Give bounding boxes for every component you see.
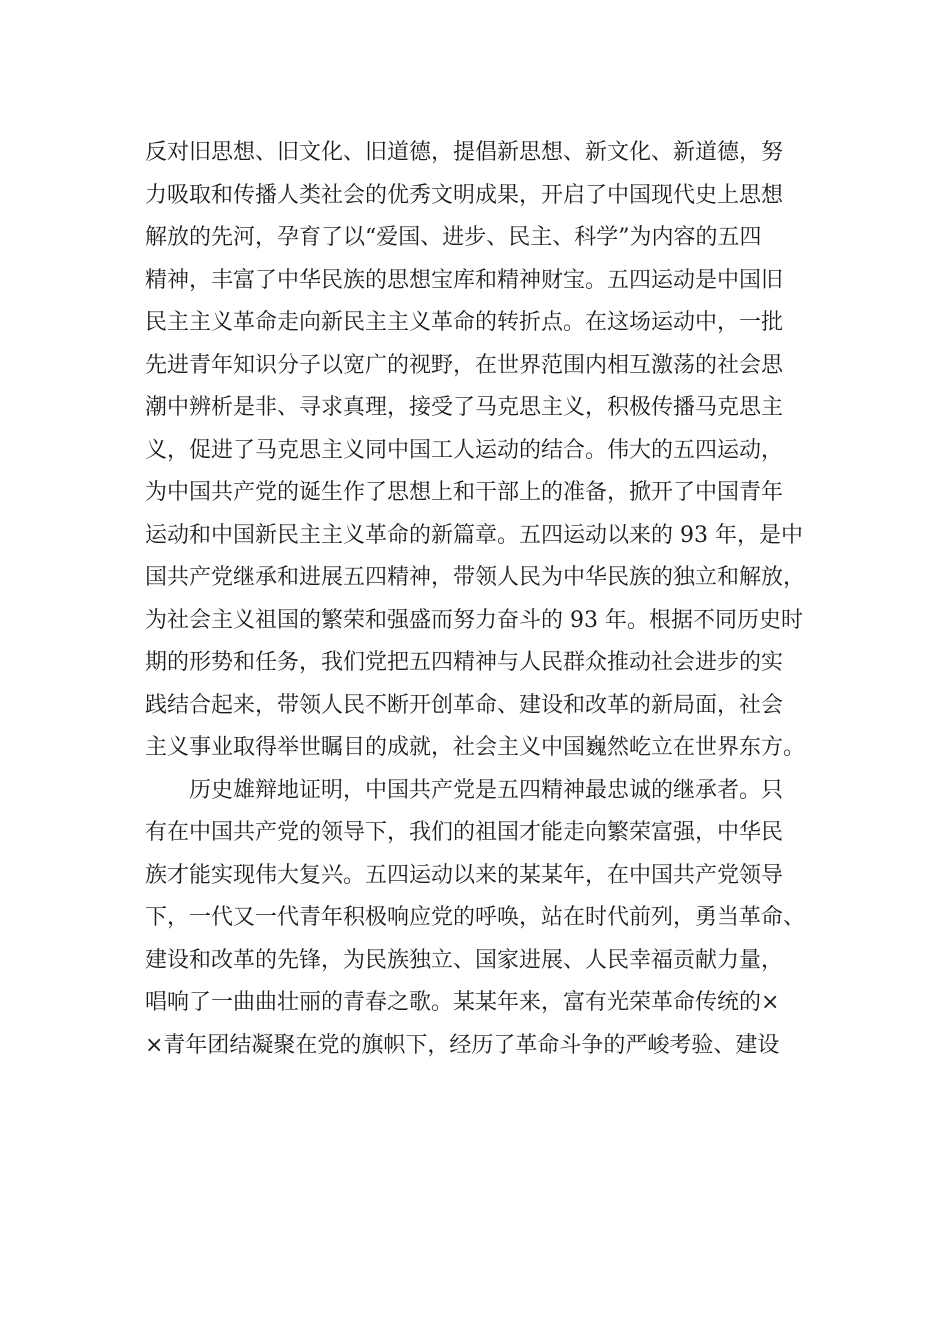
text-line: 建设和改革的先锋，为民族独立、国家进展、人民幸福贡献力量， bbox=[145, 947, 784, 973]
text-line: 为中国共产党的诞生作了思想上和干部上的准备，掀开了中国青年 bbox=[145, 480, 784, 505]
text-line: 运动和中国新民主主义革命的新篇章。五四运动以来的 93 年，是中 bbox=[145, 522, 803, 548]
text-line: 国共产党继承和进展五四精神，带领人民为中华民族的独立和解放， bbox=[145, 565, 806, 590]
text-line: 主义事业取得举世瞩目的成就，社会主义中国巍然屹立在世界东方。 bbox=[145, 735, 806, 760]
text-line: 民主主义革命走向新民主主义革命的转折点。在这场运动中，一批 bbox=[145, 310, 784, 335]
paragraph-2 bbox=[145, 770, 835, 1068]
text-line: 精神，丰富了中华民族的思想宝库和精神财宝。五四运动是中国旧 bbox=[145, 267, 784, 293]
text-line: 反对旧思想、旧文化、旧道德，提倡新思想、新文化、新道德，努 bbox=[145, 140, 784, 165]
text-line: 族才能实现伟大复兴。五四运动以来的某某年，在中国共产党领导 bbox=[145, 862, 784, 888]
text-line: 潮中辨析是非、寻求真理，接受了马克思主义，积极传播马克思主 bbox=[145, 395, 784, 420]
text-line: 下，一代又一代青年积极响应党的呼唤，站在时代前列，勇当革命、 bbox=[145, 905, 806, 930]
text-line: 期的形势和任务，我们党把五四精神与人民群众推动社会进步的实 bbox=[145, 650, 784, 675]
text-line: 唱响了一曲曲壮丽的青春之歌。某某年来，富有光荣革命传统的× bbox=[145, 990, 780, 1015]
text-line: 践结合起来，带领人民不断开创革命、建设和改革的新局面，社会 bbox=[145, 692, 784, 718]
body-text bbox=[145, 132, 835, 1067]
text-line: 先进青年知识分子以宽广的视野，在世界范围内相互激荡的社会思 bbox=[145, 352, 784, 378]
text-line: 历史雄辩地证明，中国共产党是五四精神最忠诚的继承者。只 bbox=[189, 777, 784, 803]
text-line: 有在中国共产党的领导下，我们的祖国才能走向繁荣富强，中华民 bbox=[145, 820, 784, 845]
text-line: 义，促进了马克思主义同中国工人运动的结合。伟大的五四运动， bbox=[145, 437, 784, 463]
paragraph-1 bbox=[145, 132, 835, 770]
text-line: 解放的先河，孕育了以“爱国、进步、民主、科学”为内容的五四 bbox=[145, 225, 762, 250]
text-line: ×青年团结凝聚在党的旗帜下，经历了革命斗争的严峻考验、建设 bbox=[145, 1032, 780, 1058]
text-line: 力吸取和传播人类社会的优秀文明成果，开启了中国现代史上思想 bbox=[145, 182, 784, 208]
text-line: 为社会主义祖国的繁荣和强盛而努力奋斗的 93 年。根据不同历史时 bbox=[145, 607, 803, 633]
